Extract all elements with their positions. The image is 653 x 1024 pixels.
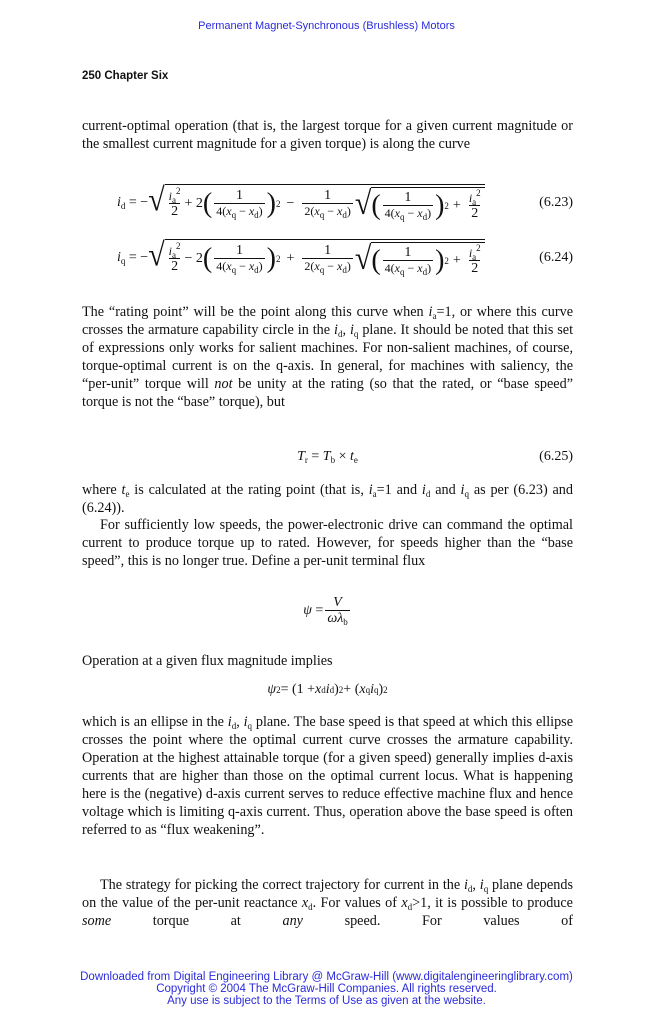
running-head: 250 Chapter Six	[82, 70, 169, 82]
equation-6-24: $i_q$ = − √ $\frac{i_a^2}{2}$ − 2 ( $\frac{1}{4(x_q - x_d)}$ ) 2 + $\frac{1}{2(x_q - x_d)}$ √ ( $\frac{1}{4(x_q - x_d)}$ ) 2 + $\frac{i_a^2}{2}$ (6.24)	[117, 237, 573, 277]
equation-psi-squared: ψ 2 = (1 + x d i d ) 2 + ( x q i q ) 2	[267, 682, 388, 697]
book-title-header: Permanent Magnet-Synchronous (Brushless) Motors	[198, 20, 455, 32]
paragraph-4: For sufficiently low speeds, the power-electronic drive can command the optimal current to produce torque up to rated. However, for speeds higher than the “base speed”, this is no longer true. Define a per-unit terminal flux	[82, 517, 573, 569]
equation-6-25: $T_r = T_b \times t_e$ (6.25)	[297, 449, 573, 465]
paragraph-3: where $t_e$ is calculated at the rating point (that is, $i_a=1$ and $i_d$ and $i_q$ as per (6.23) and (6.24)).	[82, 482, 573, 516]
footer-download-link[interactable]: Downloaded from Digital Engineering Library @ McGraw-Hill (www.digitalengineeringlibrary.com)	[80, 971, 573, 983]
paragraph-7: The strategy for picking the correct trajectory for current in the $i_d$, $i_q$ plane depends on the value of the per-unit reactance $x_d$. For values of $x_d>1$, it is possible to produce some torque at any speed. For values of	[82, 877, 574, 929]
eq-lhs: $i_q$ = −	[117, 249, 149, 266]
paragraph-2: The “rating point” will be the point along this curve when $i_a=1$, or where this curve crosses the armature capability circle in the $i_d$, $i_q$ plane. It should be noted that this set of expressions only works for salient machines. For non-salient machines, of course, torque-optimal current is on the q-axis. In general, for machines with saliency, the “per-unit” torque will not be unity at the rating (so that the rated, or “base speed” torque is not the “base” torque), but	[82, 304, 574, 410]
paragraph-1: current-optimal operation (that is, the largest torque for a given current magnitude or the smallest current magnitude for a given torque) is along the curve	[82, 118, 573, 152]
equation-psi: ψ = $\frac{V}{\omega\lambda_b}$	[303, 595, 348, 627]
footer-terms[interactable]: Any use is subject to the Terms of Use as given at the website.	[167, 995, 486, 1007]
equation-number: (6.23)	[539, 194, 573, 210]
equation-number: (6.24)	[539, 249, 573, 265]
paragraph-6: which is an ellipse in the $i_d$, $i_q$ plane. The base speed is that speed at which this ellipse crosses the point where the optimal current curve crosses the armature capability. Operation at the highest attainable torque (for a given speed) generally implies d-axis currents that are higher than those on the optimal current locus. What is happening here is the (negative) d-axis current serves to reduce effective machine flux and hence voltage which is limiting q-axis current. Thus, operation above the base speed is often referred to as “flux weakening”.	[82, 714, 573, 838]
paragraph-5: Operation at a given flux magnitude implies	[82, 653, 333, 669]
equation-6-23: $i_d$ = − √ $\frac{i_a^2}{2}$ + 2 ( $\frac{1}{4(x_q - x_d)}$ ) 2 − $\frac{1}{2(x_q - x_d)}$ √ ( $\frac{1}{4(x_q - x_d)}$ ) 2 + $\frac{i_a^2}{2}$ (6.23)	[117, 182, 573, 222]
equation-number: (6.25)	[539, 449, 573, 464]
eq-lhs: $i_d$ = −	[117, 194, 149, 211]
footer-copyright: Copyright © 2004 The McGraw-Hill Companies. All rights reserved.	[156, 983, 497, 995]
